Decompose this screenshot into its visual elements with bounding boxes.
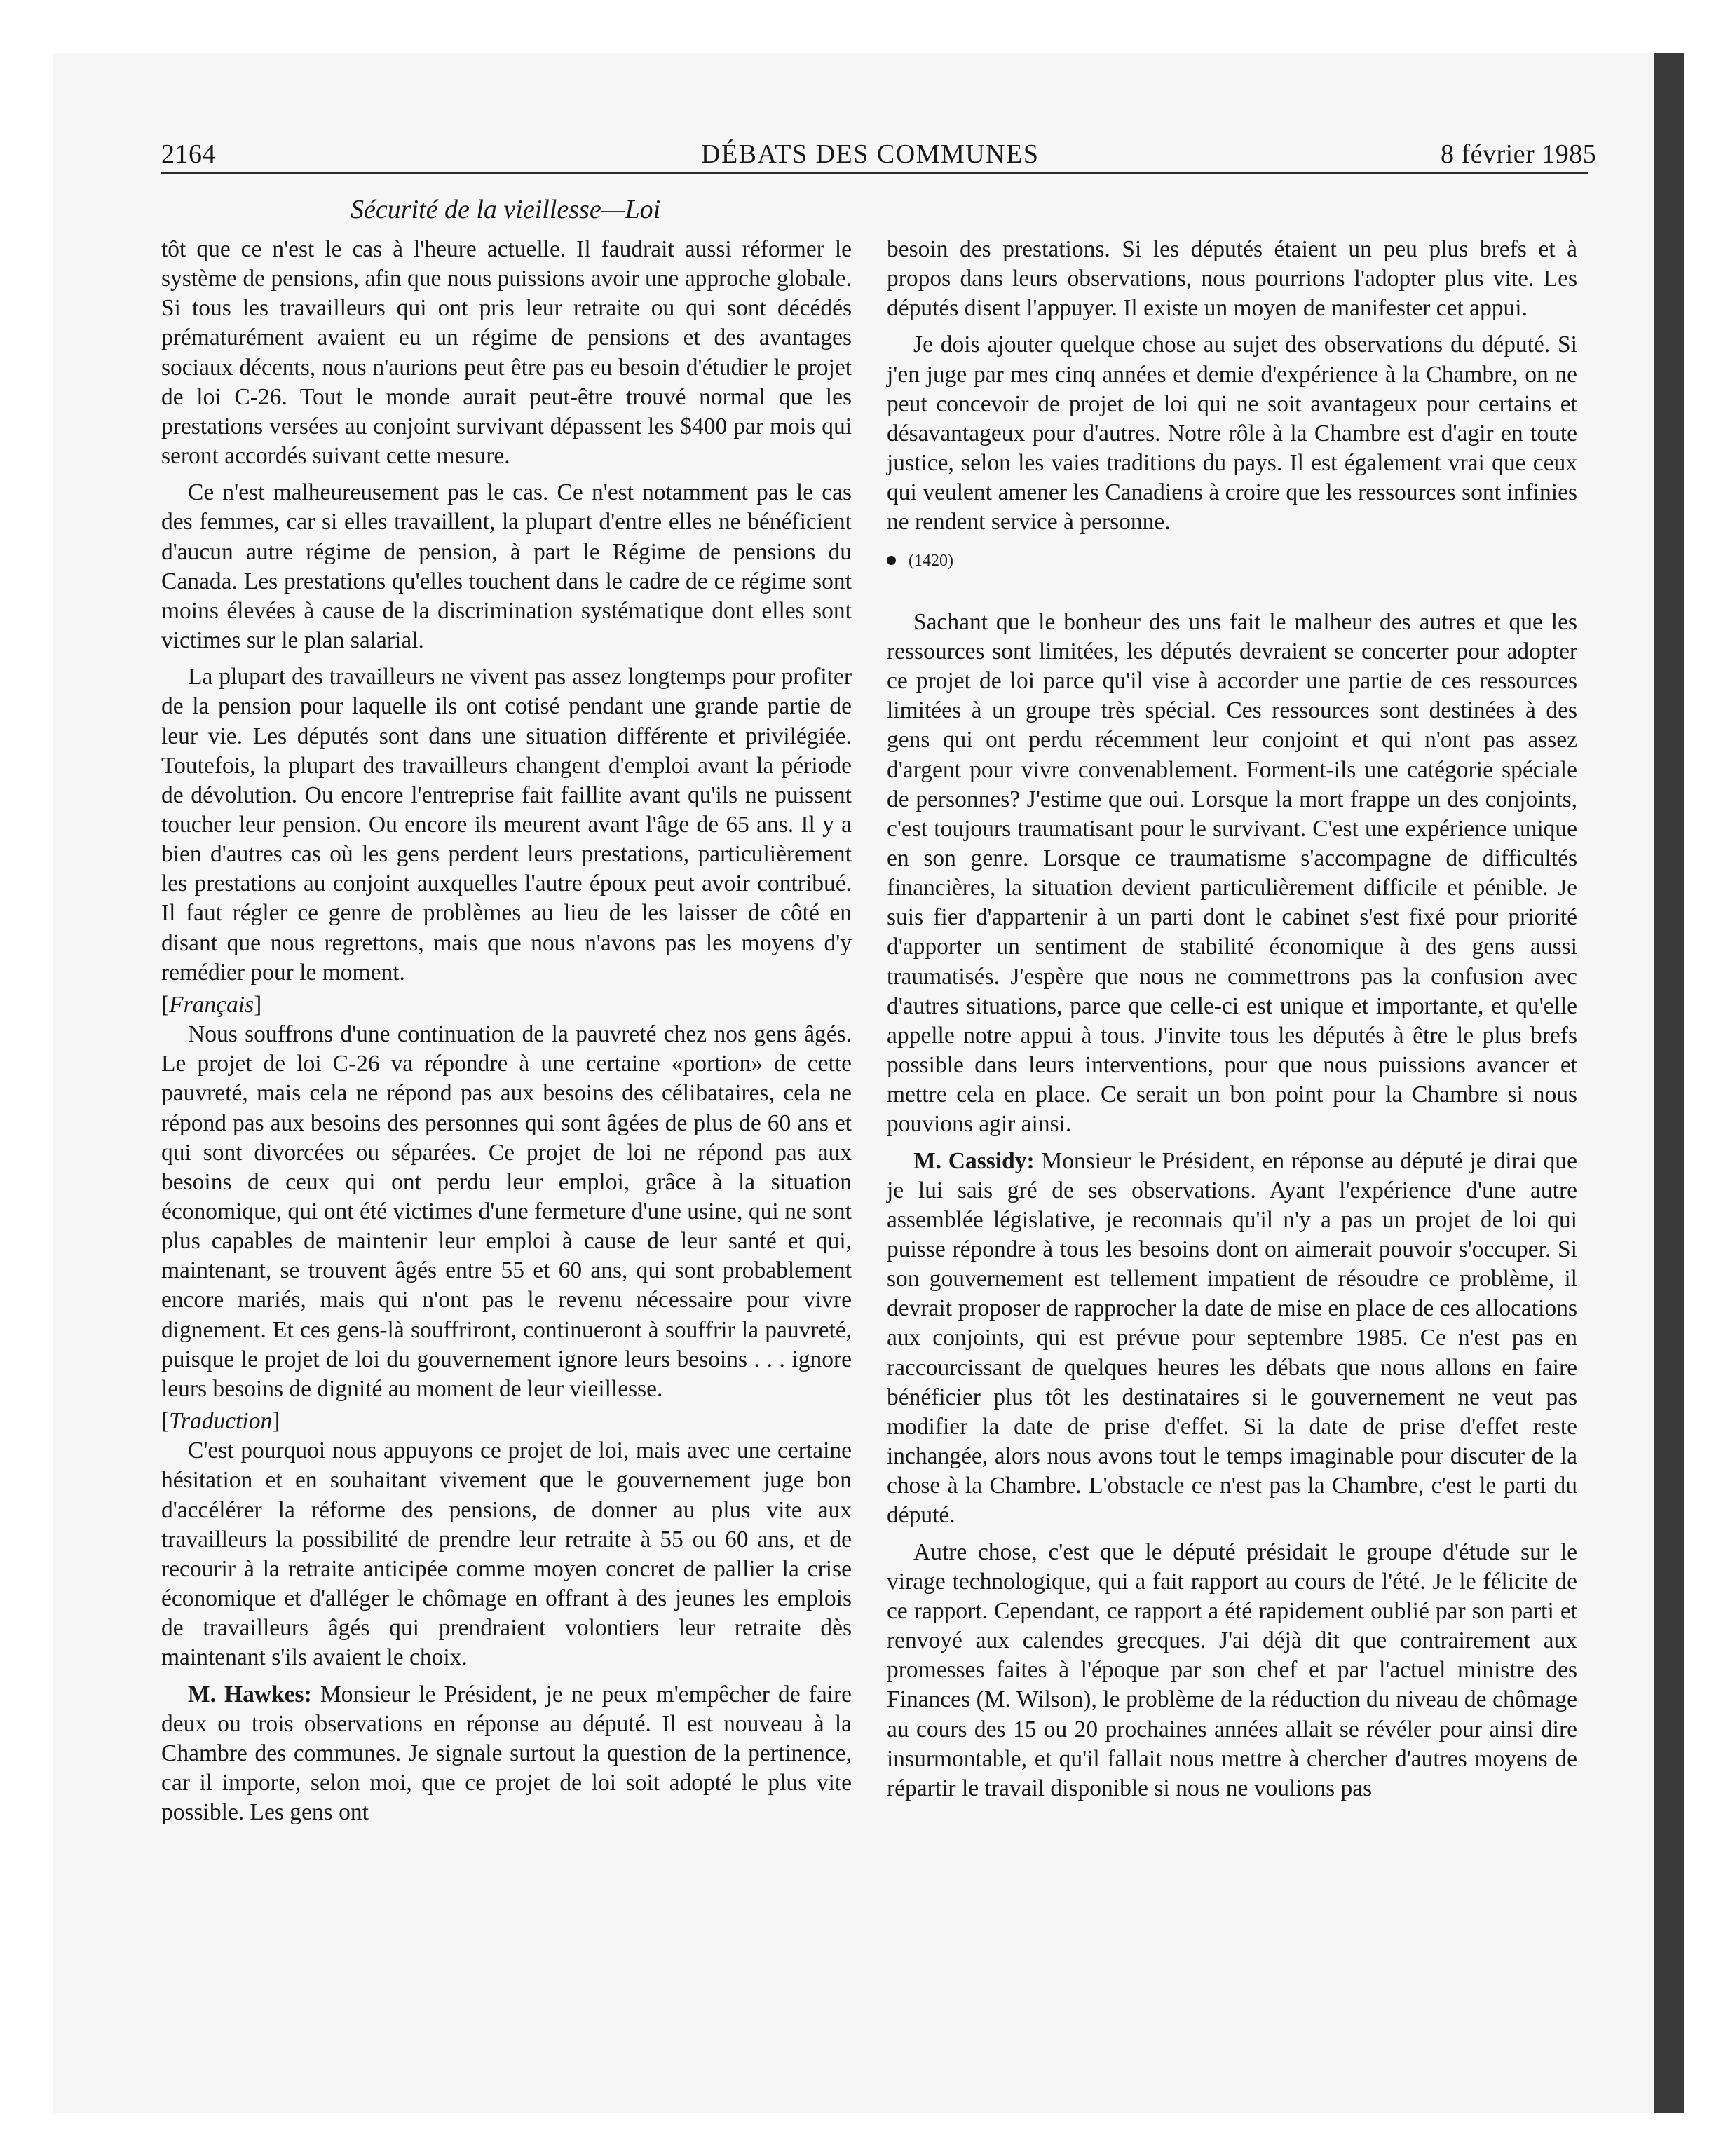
language-label: Français bbox=[169, 991, 254, 1018]
speaker-name: M. Cassidy: bbox=[913, 1147, 1035, 1174]
header-rule bbox=[161, 172, 1588, 174]
time-marker bbox=[887, 546, 1577, 575]
bullet-icon bbox=[887, 556, 896, 565]
paragraph: tôt que ce n'est le cas à l'heure actuelle. Il faudrait aussi réformer le système de pensions, afin que nous puissions avoir une approche globale. Si tous les travailleurs qui ont pris leur retraite ou qui sont décédés prématurément avaient eu un régime de pensions et des avantages sociaux décents, nous n'aurions peut être pas eu besoin d'étudier le projet de loi C-26. Tout le monde aurait peut-être trouvé normal que les prestations versées au conjoint survivant dépassent les $400 par mois qui seront accordés suivant cette mesure. bbox=[161, 236, 852, 470]
paragraph: La plupart des travailleurs ne vivent pas assez longtemps pour profiter de la pension pour laquelle ils ont cotisé pendant une grande partie de leur vie. Les députés sont dans une situation différente et privilégiée. Toutefois, la plupart des travailleurs changent d'emploi avant la période de dévolution. Ou encore l'entreprise fait faillite avant qu'ils ne puissent toucher leur pension. Ou encore ils meurent avant l'âge de 65 ans. Il y a bien d'autres cas où les gens perdent leurs prestations, particulièrement les prestations au conjoint auxquelles l'autre époux peut avoir contribué. Il faut régler ce genre de problèmes au lieu de les laisser de côté en disant que nous regrettons, mais que nous n'avons pas les moyens d'y remédier pour le moment. bbox=[161, 664, 852, 985]
speech-paragraph bbox=[161, 1680, 852, 1828]
language-marker: [Français] bbox=[161, 991, 262, 1018]
page-date: 8 février 1985 bbox=[1441, 139, 1597, 169]
paragraph: besoin des prestations. Si les députés étaient un peu plus brefs et à propos dans leurs observations, nous pourrions l'adopter plus vite. Les députés disent l'appuyer. Il existe un moyen de manifester cet appui. bbox=[887, 236, 1577, 322]
paragraph: Je dois ajouter quelque chose au sujet des observations du député. Si j'en juge par mes cinq années et demie d'expérience à la Chambre, on ne peut concevoir de projet de loi qui ne soit avantageux pour certains et désavantageux pour d'autres. Notre rôle à la Chambre est d'agir en toute justice, selon les vaies traditions du pays. Il est également vrai que ceux qui veulent amener les Canadiens à croire que les ressources sont infinies ne rendent service à personne. bbox=[887, 332, 1577, 535]
speech-text: Monsieur le Président, je ne peux m'empêcher de faire deux ou trois observations en réponse au député. Il est nouveau à la Chambre des communes. Je signale surtout la question de la pertinence, car il importe, selon moi, que ce projet de loi soit adopté le plus vite possible. Les gens ont bbox=[161, 1681, 852, 1826]
publication-title: DÉBATS DES COMMUNES bbox=[701, 139, 1040, 169]
paragraph: Autre chose, c'est que le député présidait le groupe d'étude sur le virage technologique, qui a fait rapport au cours de l'été. Je le félicite de ce rapport. Cependant, ce rapport a été rapidement oublié par son parti et renvoyé aux calendes grecques. J'ai déjà dit que contrairement aux promesses faites à l'époque par son chef et par l'actuel ministre des Finances (M. Wilson), le problème de la réduction du niveau de chômage au cours des 15 ou 20 prochaines années allait se révéler pour ainsi dire insurmontable, et qu'il fallait nous mettre à chercher d'autres moyens de répartir le travail disponible si nous ne voulions pas bbox=[887, 1538, 1577, 1801]
paragraph: C'est pourquoi nous appuyons ce projet de loi, mais avec une certaine hésitation et en souhaitant vivement que le gouvernement juge bon d'accélérer la réforme des pensions, de donner au plus vite aux travailleurs la possibilité de prendre leur retraite à 55 ou 60 ans, et de recourir à la retraite anticipée comme moyen concret de pallier la crise économique et d'alléger le chômage en offrant à des jeunes les emplois de travailleurs âgés qui prendraient volontiers leur retraite dès maintenant s'ils avaient le choix. bbox=[161, 1438, 852, 1671]
paragraph: Ce n'est malheureusement pas le cas. Ce n'est notamment pas le cas des femmes, car si elles travaillent, la plupart d'entre elles ne bénéficient d'aucun autre régime de pension, à part le Régime de pensions du Canada. Les prestations qu'elles touchent dans le cadre de ce régime sont moins élevées à cause de la discrimination systématique dont elles sont victimes sur le plan salarial. bbox=[161, 479, 852, 654]
scan-edge-bar bbox=[1654, 53, 1684, 2113]
language-label: Traduction bbox=[169, 1408, 273, 1435]
time-stamp: (1420) bbox=[909, 551, 953, 570]
page-number: 2164 bbox=[161, 139, 216, 169]
paragraph: Sachant que le bonheur des uns fait le malheur des autres et que les ressources sont limitées, les députés devraient se concerter pour adopter ce projet de loi parce qu'il vise à accorder une partie de ces ressources limitées à un groupe très spécial. Ces ressources sont destinées à des gens qui ont perdu récemment leur conjoint et qui n'ont pas assez d'argent pour vivre convenablement. Forment-ils une catégorie spéciale de personnes? J'estime que oui. Lorsque la mort frappe un des conjoints, c'est toujours traumatisant pour le survivant. C'est une expérience unique en son genre. Lorsque ce traumatisme s'accompagne de difficultés financières, la situation devient particulièrement difficile et pénible. Je suis fier d'appartenir à un parti dont le cabinet s'est fixé pour priorité d'apporter un sentiment de stabilité économique à des gens aussi traumatisés. J'espère que nous ne commettrons pas la confusion avec d'autres situations, parce que celle-ci est unique et importante, et qu'elle appelle notre appui à tous. J'invite tous les députés à être le plus brefs possible dans leurs interventions, pour que nous puissions avancer et mettre cela en place. Ce serait un bon point pour la Chambre si nous pouvions agir ainsi. bbox=[887, 608, 1577, 1138]
language-marker: [Traduction] bbox=[161, 1408, 280, 1435]
speech-paragraph bbox=[887, 1147, 1577, 1531]
paragraph: Nous souffrons d'une continuation de la pauvreté chez nos gens âgés. Le projet de loi C-26 va répondre à une certaine «portion» de cette pauvreté, mais cela ne répond pas aux besoins des célibataires, cela ne répond pas aux besoins des personnes qui sont âgées de plus de 60 ans et qui sont divorcées ou séparées. Ce projet de loi ne répond pas aux besoins de ceux qui ont perdu leur emploi, grâce à la situation économique, qui ont été victimes d'une fermeture d'une usine, qui ne sont plus capables de maintenir leur emploi à cause de leur santé et qui, maintenant, se trouvent âgés entre 55 et 60 ans, qui sont probablement encore mariés, mais qui n'ont pas le revenu nécessaire pour vivre dignement. Et ces gens-là souffriront, continueront à souffrir la pauvreté, puisque le projet de loi du gouvernement ignore leurs besoins . . . ignore leurs besoins de dignité au moment de leur vieillesse. bbox=[161, 1021, 852, 1402]
speaker-name: M. Hawkes: bbox=[188, 1681, 312, 1707]
speech-text: Monsieur le Président, en réponse au député je dirai que je lui sais gré de ses observations. Ayant l'expérience d'une autre assemblée législative, je reconnais qu'il n'y a pas un projet de loi qui puisse répondre à tous les besoins dont on aimerait pouvoir s'occuper. Si son gouvernement est tellement impatient de résoudre ce problème, il devrait proposer de rapprocher la date de mise en place de ces allocations aux conjoints, qui est prévue pour septembre 1985. Ce n'est pas en raccourcissant de quelques heures les débats que nous allons en faire bénéficier plus tôt les destinataires si le gouvernement ne veut pas modifier la date de prise d'effet. Si la date de prise d'effet reste inchangée, alors nous avons tout le temps imaginable pour discuter de la chose à la Chambre. L'obstacle ce n'est pas la Chambre, c'est le parti du député. bbox=[887, 1147, 1578, 1529]
left-column bbox=[161, 235, 852, 1834]
running-head: Sécurité de la vieillesse—Loi bbox=[351, 195, 661, 224]
right-column bbox=[887, 235, 1577, 1810]
